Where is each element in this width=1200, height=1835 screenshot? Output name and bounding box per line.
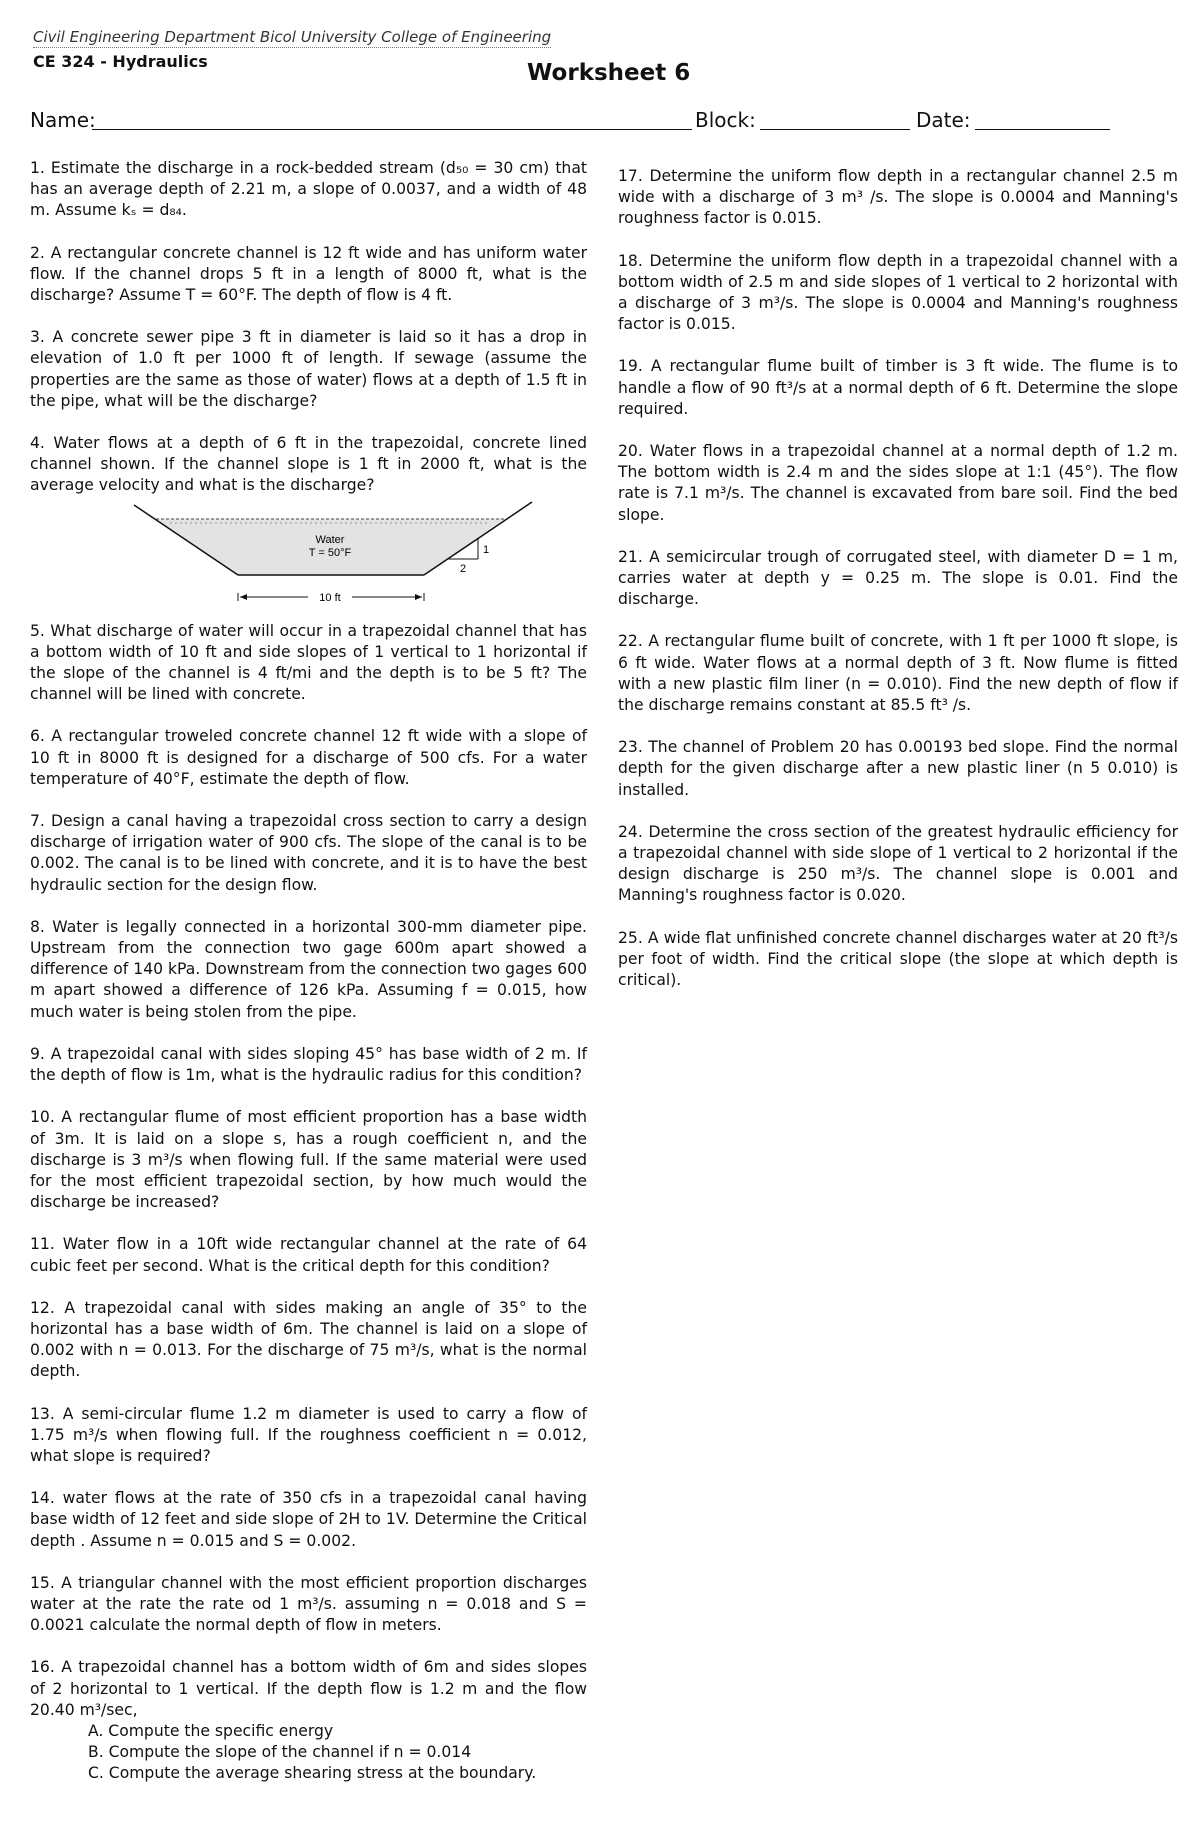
problem-18: 18. Determine the uniform flow depth in a trapezoidal channel with a bottom width of 2.5 m and side slopes of 1 vertical to 2 horizontal with a discharge of 3 m³/s. The slope is 0.0004 and Manning's roughness factor is 0.015. [618,251,1178,334]
right-column [618,166,1178,1012]
problem-11: 11. Water flow in a 10ft wide rectangular channel at the rate of 64 cubic feet per second. What is the critical depth for this condition? [30,1235,587,1275]
worksheet-title: Worksheet 6 [527,60,691,86]
problem-10: 10. A rectangular flume of most efficient proportion has a base width of 3m. It is laid on a slope s, has a rough coefficient n, and the discharge is 3 m³/s when flowing full. If the same material were used for the most efficient trapezoidal section, by how much would the discharge be increased? [30,1108,587,1212]
problem-14: 14. water flows at the rate of 350 cfs in a trapezoidal canal having base width of 12 feet and side slope of 2H to 1V. Determine the Critical depth . Assume n = 0.015 and S = 0.002. [30,1489,587,1550]
slope-vertical-label: 1 [483,543,490,556]
problem-5: 5. What discharge of water will occur in a trapezoidal channel that has a bottom width of 10 ft and side slopes of 1 vertical to 1 horizontal if the slope of the channel is 4 ft/mi and the depth is to be 5 ft? The channel will be lined with concrete. [30,621,587,704]
problem-21: 21. A semicircular trough of corrugated steel, with diameter D = 1 m, carries water at depth y = 0.25 m. The slope is 0.01. Find the discharge. [618,547,1178,609]
course-title: CE 324 - Hydraulics [33,52,208,71]
problem-8: 8. Water is legally connected in a horizontal 300-mm diameter pipe. Upstream from the connection two gage 600m apart showed a difference of 140 kPa. Downstream from the connection two gages 600 m apart showed a difference of 126 kPa. Assuming f = 0.015, how much water is being stolen from the pipe. [30,917,587,1021]
problem-1: 1. Estimate the discharge in a rock-bedded stream (d₅₀ = 30 cm) that has an average depth of 2.21 m, a slope of 0.0037, and a width of 48 m. Assume kₛ = d₈₄. [30,159,587,220]
problem-24: 24. Determine the cross section of the greatest hydraulic efficiency for a trapezoidal channel with side slope of 1 vertical to 2 horizontal if the design discharge is 250 m³/s. The channel slope is 0.001 and Manning's roughness factor is 0.020. [618,822,1178,905]
date-label: Date: [916,108,971,132]
problem-16-part-c: C. Compute the average shearing stress at the boundary. [88,1764,537,1783]
left-column [30,158,587,1785]
block-field-line[interactable] [760,129,910,130]
problem-16: 16. A trapezoidal channel has a bottom width of 6m and sides slopes of 2 horizontal to 1 vertical. If the depth flow is 1.2 m and the flow 20.40 m³/sec, [30,1658,587,1719]
problem-3: 3. A concrete sewer pipe 3 ft in diameter is laid so it has a drop in elevation of 1.0 ft per 1000 ft of length. If sewage (assume the properties are the same as those of water) flows at a depth of 1.5 ft in the pipe, what will be the discharge? [30,328,587,410]
trapezoidal-channel-figure [130,497,550,617]
dimension-arrow-right [415,594,422,600]
dimension-arrow-left [240,594,247,600]
width-label: 10 ft [319,591,341,604]
problem-20: 20. Water flows in a trapezoidal channel at a normal depth of 1.2 m. The bottom width is 2.4 m and the sides slope at 1:1 (45°). The flow rate is 7.1 m³/s. The channel is excavated from bare soil. Find the bed slope. [618,442,1178,524]
name-field-line[interactable] [92,129,692,130]
problem-17: 17. Determine the uniform flow depth in a rectangular channel 2.5 m wide with a discharge of 3 m³ /s. The slope is 0.0004 and Manning's roughness factor is 0.015. [618,167,1178,228]
problem-16-part-b: B. Compute the slope of the channel if n = 0.014 [88,1743,472,1762]
block-label: Block: [695,108,756,132]
problem-12: 12. A trapezoidal canal with sides making an angle of 35° to the horizontal has a base width of 6m. The channel is laid on a slope of 0.002 with n = 0.013. For the discharge of 75 m³/s, what is the normal depth. [30,1298,587,1381]
problem-22: 22. A rectangular flume built of concrete, with 1 ft per 1000 ft slope, is 6 ft wide. Water flows at a normal depth of 3 ft. Now flume is fitted with a new plastic film liner (n = 0.010). Find the new depth of flow if the discharge remains constant at 85.5 ft³ /s. [618,632,1178,715]
problem-15: 15. A triangular channel with the most efficient proportion discharges water at the rate the rate od 1 m³/s. assuming n = 0.018 and S = 0.0021 calculate the normal depth of flow in meters. [30,1573,587,1635]
problem-25: 25. A wide flat unfinished concrete channel discharges water at 20 ft³/s per foot of width. Find the critical slope (the slope at which depth is critical). [618,928,1178,990]
problem-19: 19. A rectangular flume built of timber is 3 ft wide. The flume is to handle a flow of 90 ft³/s at a normal depth of 6 ft. Determine the slope required. [618,357,1178,418]
temperature-label: T = 50°F [308,546,352,559]
problem-23: 23. The channel of Problem 20 has 0.00193 bed slope. Find the normal depth for the given discharge after a new plastic liner (n 5 0.010) is installed. [618,738,1178,799]
problem-6: 6. A rectangular troweled concrete channel 12 ft wide with a slope of 10 ft in 8000 ft is designed for a discharge of 500 cfs. For a water temperature of 40°F, estimate the depth of flow. [30,727,587,788]
channel-diagram [130,497,550,617]
problem-16-part-a: A. Compute the specific energy [88,1721,334,1740]
slope-horizontal-label: 2 [460,562,467,575]
problem-4: 4. Water flows at a depth of 6 ft in the trapezoidal, concrete lined channel shown. If the channel slope is 1 ft in 2000 ft, what is the average velocity and what is the discharge? [30,434,587,495]
problem-7: 7. Design a canal having a trapezoidal cross section to carry a design discharge of irrigation water of 900 cfs. The slope of the canal is to be 0.002. The canal is to be lined with concrete, and it is to have the best hydraulic section for the design flow. [30,812,587,894]
problem-2: 2. A rectangular concrete channel is 12 ft wide and has uniform water flow. If the channel drops 5 ft in a length of 8000 ft, what is the discharge? Assume T = 60°F. The depth of flow is 4 ft. [30,243,587,305]
name-label: Name: [30,108,96,132]
department-header: Civil Engineering Department Bicol University College of Engineering [33,28,552,46]
date-field-line[interactable] [975,129,1110,130]
water-label: Water [315,533,345,546]
problem-9: 9. A trapezoidal canal with sides sloping 45° has base width of 2 m. If the depth of flow is 1m, what is the hydraulic radius for this condition? [30,1044,587,1085]
problem-13: 13. A semi-circular flume 1.2 m diameter is used to carry a flow of 1.75 m³/s when flowing full. If the roughness coefficient n = 0.012, what slope is required? [30,1404,587,1465]
